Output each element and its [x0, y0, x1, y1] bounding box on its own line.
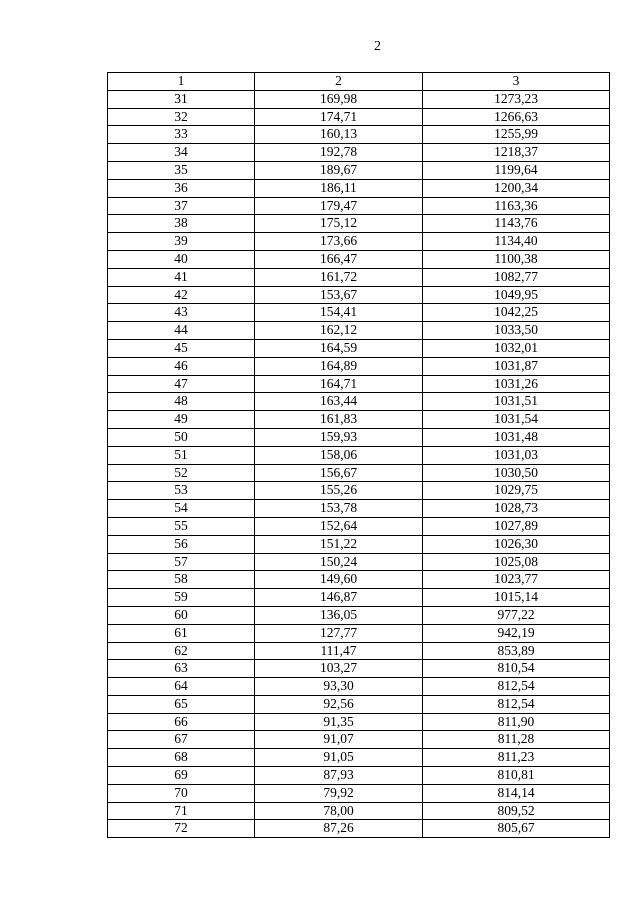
table-row: [108, 446, 610, 464]
table-cell-col-1: 50: [108, 428, 255, 446]
table-cell-col-1: 56: [108, 535, 255, 553]
table-cell-col-1: 58: [108, 571, 255, 589]
table-cell-col-3: 1029,75: [423, 482, 610, 500]
table-cell-col-1: 39: [108, 233, 255, 251]
table-cell-col-3: 1031,03: [423, 446, 610, 464]
table-cell-col-3: 1031,54: [423, 411, 610, 429]
table-cell-col-2: 87,26: [255, 820, 423, 838]
page-number: 2: [374, 39, 381, 54]
table-cell-col-2: 155,26: [255, 482, 423, 500]
table-cell-col-3: 1015,14: [423, 589, 610, 607]
table-cell-col-1: 57: [108, 553, 255, 571]
table-cell-col-3: 1031,48: [423, 428, 610, 446]
table-cell-col-3: 1134,40: [423, 233, 610, 251]
table-cell-col-1: 31: [108, 90, 255, 108]
table-cell-col-1: 45: [108, 339, 255, 357]
table-row: [108, 464, 610, 482]
table-cell-col-1: 55: [108, 517, 255, 535]
table-cell-col-2: 164,89: [255, 357, 423, 375]
table-cell-col-2: 93,30: [255, 678, 423, 696]
table-cell-col-2: 151,22: [255, 535, 423, 553]
column-header-3: 3: [423, 73, 610, 91]
table-cell-col-3: 810,54: [423, 660, 610, 678]
table-cell-col-2: 179,47: [255, 197, 423, 215]
table-cell-col-3: 1023,77: [423, 571, 610, 589]
table-cell-col-2: 175,12: [255, 215, 423, 233]
table-cell-col-2: 78,00: [255, 802, 423, 820]
table-cell-col-2: 146,87: [255, 589, 423, 607]
table-row: [108, 571, 610, 589]
table-row: [108, 233, 610, 251]
table-cell-col-2: 91,35: [255, 713, 423, 731]
table-cell-col-1: 43: [108, 304, 255, 322]
table-row: [108, 731, 610, 749]
table-cell-col-3: 1026,30: [423, 535, 610, 553]
table-row: [108, 411, 610, 429]
table-cell-col-1: 66: [108, 713, 255, 731]
table-cell-col-2: 189,67: [255, 161, 423, 179]
table-cell-col-3: 811,90: [423, 713, 610, 731]
table-row: [108, 678, 610, 696]
table-row: [108, 482, 610, 500]
table-cell-col-2: 153,78: [255, 500, 423, 518]
table-row: [108, 660, 610, 678]
table-cell-col-1: 53: [108, 482, 255, 500]
table-row: [108, 606, 610, 624]
table-row: [108, 339, 610, 357]
table-row: [108, 535, 610, 553]
table-cell-col-1: 65: [108, 695, 255, 713]
table-cell-col-2: 161,72: [255, 268, 423, 286]
table-row: [108, 268, 610, 286]
column-header-1: 1: [108, 73, 255, 91]
table-cell-col-1: 70: [108, 784, 255, 802]
table-cell-col-3: 1218,37: [423, 144, 610, 162]
table-row: [108, 179, 610, 197]
table-row: [108, 517, 610, 535]
table-cell-col-1: 69: [108, 767, 255, 785]
table-cell-col-2: 186,11: [255, 179, 423, 197]
table-cell-col-1: 41: [108, 268, 255, 286]
table-cell-col-1: 35: [108, 161, 255, 179]
table-cell-col-2: 154,41: [255, 304, 423, 322]
table-cell-col-1: 52: [108, 464, 255, 482]
table-cell-col-1: 68: [108, 749, 255, 767]
table-cell-col-3: 805,67: [423, 820, 610, 838]
table-cell-col-1: 36: [108, 179, 255, 197]
table-cell-col-1: 72: [108, 820, 255, 838]
table-row: [108, 393, 610, 411]
table-cell-col-3: 1031,51: [423, 393, 610, 411]
table-row: [108, 375, 610, 393]
table-cell-col-3: 853,89: [423, 642, 610, 660]
table-cell-col-3: 812,54: [423, 678, 610, 696]
table-cell-col-1: 38: [108, 215, 255, 233]
table-cell-col-3: 1143,76: [423, 215, 610, 233]
table-cell-col-2: 111,47: [255, 642, 423, 660]
table-cell-col-3: 1030,50: [423, 464, 610, 482]
table-cell-col-1: 47: [108, 375, 255, 393]
table-cell-col-1: 62: [108, 642, 255, 660]
table-row: [108, 304, 610, 322]
table-row: [108, 108, 610, 126]
table-cell-col-1: 59: [108, 589, 255, 607]
table-cell-col-2: 150,24: [255, 553, 423, 571]
table-cell-col-2: 169,98: [255, 90, 423, 108]
table-row: [108, 642, 610, 660]
table-cell-col-3: 1255,99: [423, 126, 610, 144]
table-cell-col-1: 71: [108, 802, 255, 820]
table-cell-col-3: 1027,89: [423, 517, 610, 535]
table-cell-col-3: 1199,64: [423, 161, 610, 179]
table-cell-col-2: 173,66: [255, 233, 423, 251]
table-cell-col-2: 160,13: [255, 126, 423, 144]
table-row: [108, 126, 610, 144]
table-cell-col-1: 34: [108, 144, 255, 162]
table-cell-col-3: 1042,25: [423, 304, 610, 322]
table-cell-col-2: 149,60: [255, 571, 423, 589]
table-cell-col-3: 809,52: [423, 802, 610, 820]
table-cell-col-3: 1200,34: [423, 179, 610, 197]
table-cell-col-2: 156,67: [255, 464, 423, 482]
table-cell-col-1: 49: [108, 411, 255, 429]
table-cell-col-3: 812,54: [423, 695, 610, 713]
table-cell-col-2: 164,59: [255, 339, 423, 357]
table-row: [108, 197, 610, 215]
header-row: [108, 73, 610, 91]
table-row: [108, 784, 610, 802]
table-cell-col-2: 164,71: [255, 375, 423, 393]
table-cell-col-2: 163,44: [255, 393, 423, 411]
table-cell-col-2: 192,78: [255, 144, 423, 162]
table-header: [108, 73, 610, 91]
table-row: [108, 357, 610, 375]
table-cell-col-1: 40: [108, 250, 255, 268]
column-header-2: 2: [255, 73, 423, 91]
table-cell-col-2: 91,05: [255, 749, 423, 767]
table-cell-col-1: 44: [108, 322, 255, 340]
table-cell-col-3: 1028,73: [423, 500, 610, 518]
table-cell-col-2: 92,56: [255, 695, 423, 713]
table-cell-col-1: 32: [108, 108, 255, 126]
table-row: [108, 695, 610, 713]
data-table: [107, 72, 610, 838]
table-cell-col-3: 814,14: [423, 784, 610, 802]
table-cell-col-2: 87,93: [255, 767, 423, 785]
table-row: [108, 322, 610, 340]
table-cell-col-2: 161,83: [255, 411, 423, 429]
table-row: [108, 90, 610, 108]
table-cell-col-3: 1033,50: [423, 322, 610, 340]
table-row: [108, 553, 610, 571]
table-cell-col-2: 91,07: [255, 731, 423, 749]
table-cell-col-2: 136,05: [255, 606, 423, 624]
table-row: [108, 250, 610, 268]
table-cell-col-2: 162,12: [255, 322, 423, 340]
table-cell-col-1: 60: [108, 606, 255, 624]
table-row: [108, 500, 610, 518]
table-cell-col-3: 1031,26: [423, 375, 610, 393]
table-cell-col-2: 79,92: [255, 784, 423, 802]
table-cell-col-1: 67: [108, 731, 255, 749]
table-cell-col-3: 1032,01: [423, 339, 610, 357]
table-cell-col-3: 811,23: [423, 749, 610, 767]
table-cell-col-2: 159,93: [255, 428, 423, 446]
table-cell-col-1: 54: [108, 500, 255, 518]
table-cell-col-1: 42: [108, 286, 255, 304]
table-row: [108, 286, 610, 304]
table-cell-col-2: 153,67: [255, 286, 423, 304]
table-cell-col-3: 1082,77: [423, 268, 610, 286]
table-row: [108, 767, 610, 785]
table-row: [108, 428, 610, 446]
table-cell-col-3: 1025,08: [423, 553, 610, 571]
table-cell-col-3: 1163,36: [423, 197, 610, 215]
table-cell-col-2: 158,06: [255, 446, 423, 464]
table-cell-col-1: 63: [108, 660, 255, 678]
table-cell-col-2: 127,77: [255, 624, 423, 642]
table-cell-col-1: 51: [108, 446, 255, 464]
table-cell-col-3: 1031,87: [423, 357, 610, 375]
table-cell-col-2: 103,27: [255, 660, 423, 678]
table-cell-col-2: 174,71: [255, 108, 423, 126]
table-cell-col-3: 977,22: [423, 606, 610, 624]
table-row: [108, 820, 610, 838]
table-row: [108, 215, 610, 233]
table-cell-col-3: 1100,38: [423, 250, 610, 268]
table-cell-col-1: 46: [108, 357, 255, 375]
table-cell-col-1: 61: [108, 624, 255, 642]
table-cell-col-3: 1049,95: [423, 286, 610, 304]
table-cell-col-1: 33: [108, 126, 255, 144]
table-cell-col-1: 37: [108, 197, 255, 215]
table-cell-col-2: 152,64: [255, 517, 423, 535]
table-cell-col-3: 810,81: [423, 767, 610, 785]
table-body: [108, 90, 610, 837]
table-cell-col-1: 64: [108, 678, 255, 696]
table-row: [108, 624, 610, 642]
table-cell-col-2: 166,47: [255, 250, 423, 268]
table-cell-col-3: 811,28: [423, 731, 610, 749]
table-row: [108, 713, 610, 731]
table-row: [108, 589, 610, 607]
table-cell-col-3: 1266,63: [423, 108, 610, 126]
table-cell-col-3: 942,19: [423, 624, 610, 642]
table-cell-col-3: 1273,23: [423, 90, 610, 108]
table-row: [108, 749, 610, 767]
table-cell-col-1: 48: [108, 393, 255, 411]
table-row: [108, 161, 610, 179]
table-row: [108, 144, 610, 162]
table-row: [108, 802, 610, 820]
